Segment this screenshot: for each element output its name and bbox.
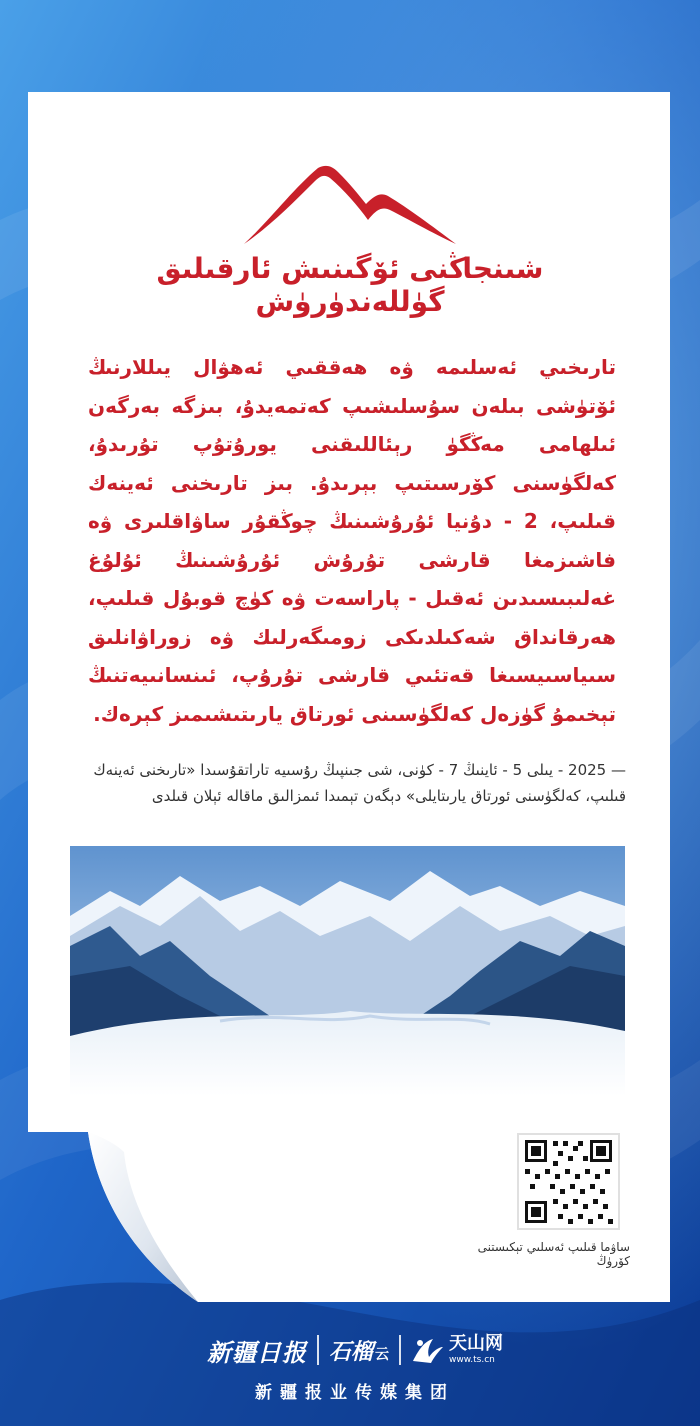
tianshan-net-name: 天山网 xyxy=(449,1333,503,1354)
xinjiang-daily-logo[interactable]: 新疆日报 xyxy=(206,1337,307,1367)
qr-caption: ساۋما قىلىپ ئەسلىي تېكىستنى كۆرۈڭ xyxy=(477,1240,630,1268)
shiliuyun-logo-text: 石榴 xyxy=(328,1338,373,1365)
tianshan-net-site: www.ts.cn xyxy=(449,1355,495,1365)
mountain-lake-photo xyxy=(70,846,625,1096)
footer-group-name: 新疆报业传媒集团 xyxy=(255,1383,455,1403)
quote-body: تارىخىي ئەسلىمە ۋە ھەققىي ئەھۋال يىللارنىڭ ئۆتۈشى بىلەن سۇسلىشىپ كەتمەيدۇ، بىزگە بەرگەن ئىلھامى مەڭگۈ رېئاللىقنى يورۇتۇپ تۇرىدۇ، كەلگۈسنى كۆرسىتىپ بېرىدۇ. بىز تارىخنى ئەينەك قىلىپ، 2 - دۇنيا ئۇرۇشىنىڭ چوڭقۇر ساۋاقلىرى ۋە فاشىزمغا قارشى تۇرۇش ئۇرۇشىنىڭ ئۇلۇغ غەلىبىسىدىن ئەقىل - پاراسەت ۋە كۈچ قوبۇل قىلىپ، ھەرقانداق شەكىلدىكى زومىگەرلىك ۋە زوراۋانلىق سىياسىيسىغا قەتئىي قارشى تۇرۇپ، ئىنسانىيەتنىڭ تېخىمۇ گۈزەل كەلگۈسىنى ئورتاق يارىتىشىمىز كېرەك. xyxy=(88,355,616,726)
qr-code[interactable] xyxy=(517,1133,620,1230)
shiliuyun-logo-small: 云 xyxy=(375,1346,389,1363)
qr-code-icon xyxy=(519,1135,618,1228)
shiliuyun-logo[interactable] xyxy=(329,1335,389,1366)
tianshan-mark-icon xyxy=(411,1335,445,1365)
footer-logos xyxy=(175,1326,535,1374)
footer-divider xyxy=(399,1335,401,1365)
mountain-logo-icon xyxy=(240,160,460,248)
tianshan-net-logo[interactable] xyxy=(411,1335,503,1365)
page-title: شىنجاڭنى ئۆگىنىش ئارقىلىق گۈللەندۈرۈش xyxy=(156,252,544,318)
footer-divider xyxy=(317,1335,319,1365)
source-attribution: — 2025 - يىلى 5 - ئاينىڭ 7 - كۈنى، شى جىنپىڭ رۇسىيە تاراتقۇسىدا «تارىخنى ئەينەك قىلىپ، كەلگۈسنى ئورتاق يارىتايلى» دېگەن تېمىدا ئىمزالىق ماقالە ئېلان قىلدى xyxy=(93,761,626,805)
